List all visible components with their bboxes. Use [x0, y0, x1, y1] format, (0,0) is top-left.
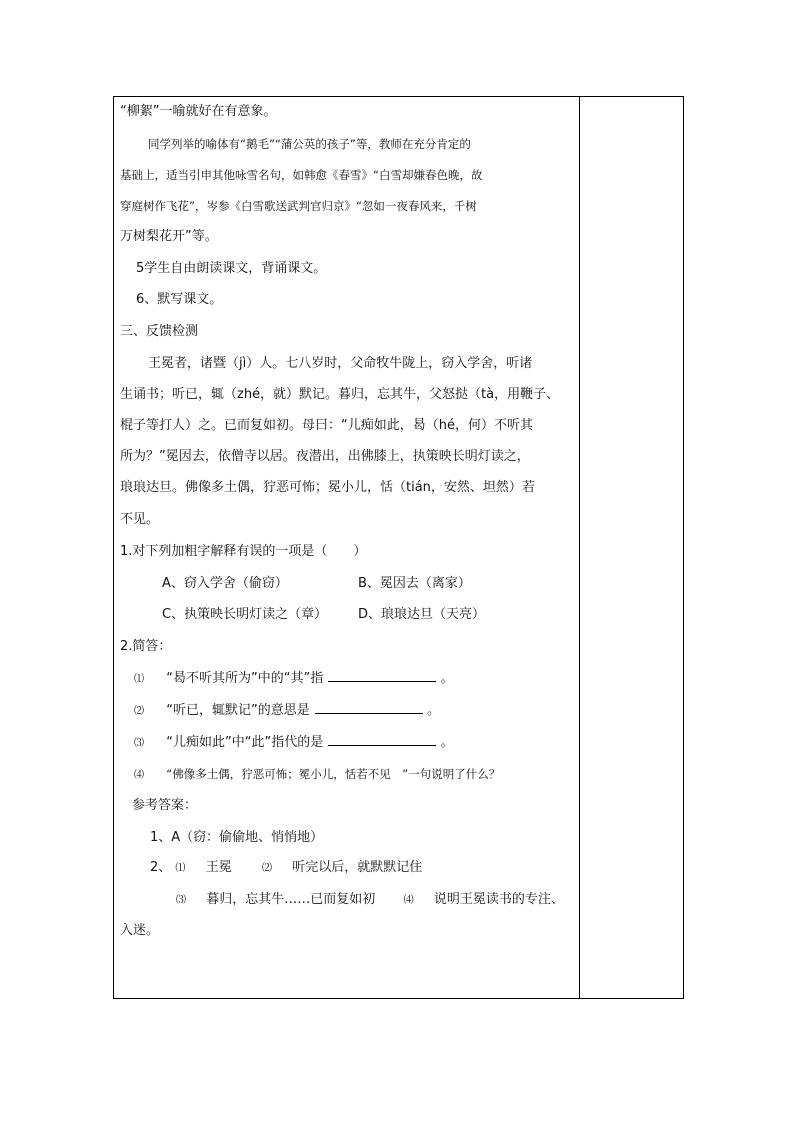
- step-5: 5学生自由朗读课文，背诵课文。: [136, 261, 327, 276]
- passage-line-6: 不见。: [120, 512, 160, 527]
- question-1-stem: 1.对下列加粗字解释有误的一项是（ ）: [120, 544, 367, 559]
- answer-blank[interactable]: [328, 669, 436, 682]
- item-text: “儿痴如此”中“此”指代的是: [166, 735, 324, 750]
- item-number: ⑴: [175, 863, 186, 874]
- lesson-table: [113, 96, 684, 999]
- item-period: 。: [440, 735, 454, 750]
- answer-blank[interactable]: [315, 701, 423, 714]
- item-period: 。: [440, 671, 454, 686]
- question-2-item-1: [134, 669, 454, 689]
- item-number: ⑵: [134, 706, 144, 717]
- answer-1: 1、A（窃：偷偷地、悄悄地）: [150, 830, 324, 845]
- item-number: ⑵: [262, 863, 272, 874]
- answer-text: 听完以后，就默默记住: [292, 860, 423, 875]
- side-cell: [580, 97, 683, 998]
- answer-2-row-3: 入迷。: [120, 923, 160, 938]
- question-2-item-4: [134, 765, 500, 785]
- question-1-option-a: A、窃入学舍（偷窃）: [162, 576, 288, 591]
- question-1-option-c: C、执策映长明灯读之（章）: [162, 607, 328, 622]
- passage-line-1: 王冕者，诸暨（jì）人。七八岁时，父命牧牛陇上，窃入学舍，听诸: [148, 356, 533, 371]
- item-number: ⑷: [403, 895, 414, 906]
- answer-2-prefix: 2、: [150, 860, 172, 875]
- passage-line-2: 生诵书；听已，辄（zhé，就）默记。暮归，忘其牛，父怒挞（tà，用鞭子、: [120, 387, 560, 402]
- question-2-item-3: [134, 733, 454, 753]
- intro-line-1: “柳絮”一喻就好在有意象。: [120, 104, 277, 119]
- question-1-option-d: D、琅琅达旦（天亮）: [358, 607, 486, 622]
- question-2-stem: 2.简答：: [120, 639, 172, 654]
- intro-line-4: 穿庭树作飞花”，岑参《白雪歌送武判官归京》“忽如一夜春风来，千树: [120, 199, 477, 213]
- intro-line-3: 基础上，适当引申其他咏雪名句，如韩愈《春雪》“白雪却嫌春色晚，故: [120, 168, 483, 182]
- answer-2-row-1: [150, 859, 422, 878]
- question-1-option-b: B、冕因去（离家）: [358, 576, 471, 591]
- item-period: 。: [427, 703, 441, 718]
- main-cell: [114, 97, 579, 998]
- answer-2-row-2: [176, 891, 564, 910]
- question-2-item-2: [134, 701, 440, 721]
- passage-line-5: 琅琅达旦。佛像多土偶，狞恶可怖；冕小儿，恬（tián，安然、坦然）若: [120, 480, 535, 495]
- answers-heading: 参考答案：: [132, 798, 198, 813]
- item-number: ⑷: [134, 770, 144, 781]
- passage-line-3: 棍子等打人）之。已而复如初。母曰：“儿痴如此，曷（hé，何）不听其: [120, 418, 533, 433]
- answer-blank[interactable]: [328, 733, 436, 746]
- intro-line-2: 同学列举的喻体有“鹅毛”“蒲公英的孩子”等，教师在充分肯定的: [148, 137, 471, 151]
- step-6: 6、默写课文。: [136, 292, 223, 307]
- intro-line-5: 万树梨花开”等。: [120, 229, 218, 244]
- passage-line-4: 所为？”冕因去，依僧寺以居。夜潜出，出佛膝上，执策映长明灯读之，: [120, 449, 530, 464]
- answer-text: 说明王冕读书的专注、: [433, 892, 564, 907]
- item-text: “佛像多土偶，狞恶可怖；冕小儿，恬若不见 ”一句说明了什么？: [166, 767, 501, 781]
- item-number: ⑶: [176, 895, 186, 906]
- item-text: “曷不听其所为”中的“其”指: [166, 671, 324, 686]
- item-number: ⑴: [134, 674, 144, 685]
- section-heading: 三、反馈检测: [120, 324, 199, 339]
- item-number: ⑶: [134, 738, 144, 749]
- answer-text: 暮归，忘其牛……已而复如初: [206, 892, 376, 907]
- item-text: “听已，辄默记”的意思是: [166, 703, 310, 718]
- answer-text: 王冕: [205, 860, 232, 875]
